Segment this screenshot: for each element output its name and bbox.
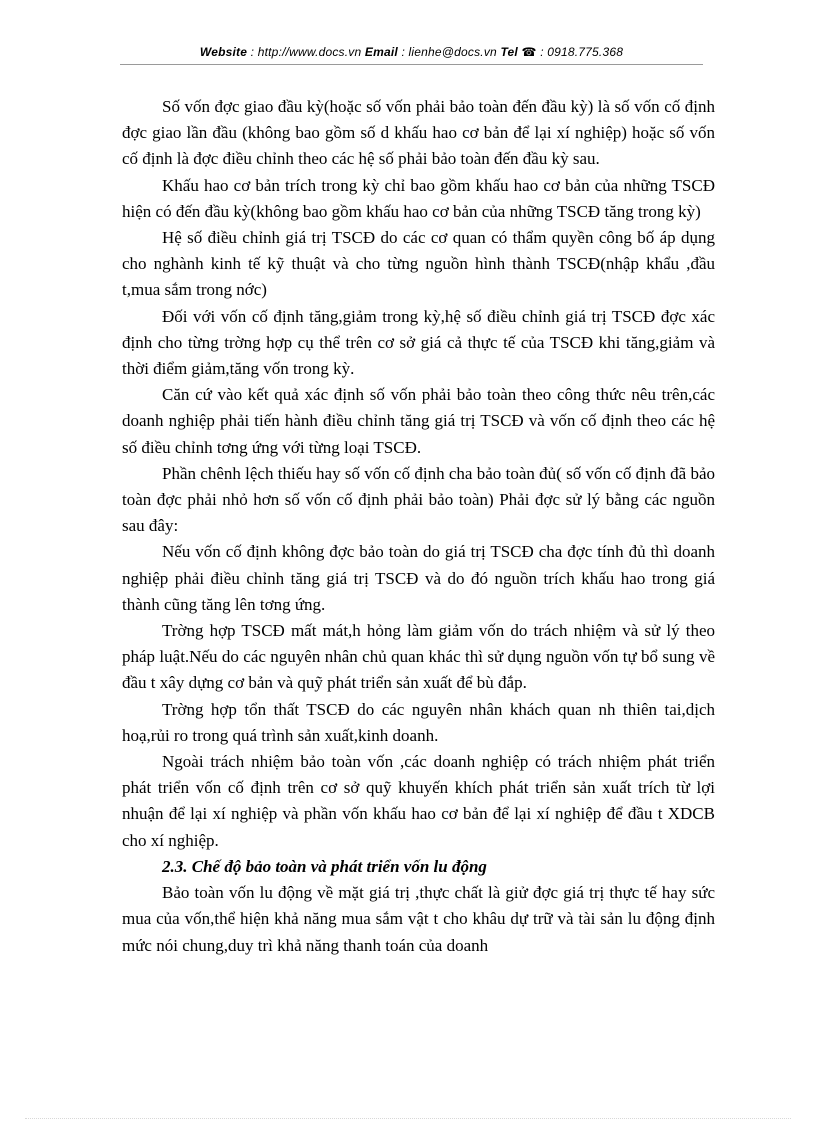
document-body (122, 94, 715, 959)
paragraph: Số vốn đợc giao đầu kỳ(hoặc số vốn phải bảo toàn đến đầu kỳ) là số vốn cố định đợc giao lần đầu (không bao gồm số d khấu hao cơ bản để lại xí nghiệp) hoặc số vốn cố định là đợc điều chỉnh theo các hệ số phải bảo toàn đến đầu kỳ sau. (122, 97, 715, 169)
email-separator: : (397, 45, 409, 59)
email-label: Email (364, 45, 398, 59)
paragraph: Nếu vốn cố định không đợc bảo toàn do giá trị TSCĐ cha đợc tính đủ thì doanh nghiệp phải điều chỉnh tăng giá trị TSCĐ và do đó nguồn trích khấu hao trong giá thành cũng tăng lên tơng ứng. (122, 542, 715, 614)
paragraph: Ngoài trách nhiệm bảo toàn vốn ,các doanh nghiệp có trách nhiệm phát triển phát triển vốn cố định trên cơ sở quỹ khuyến khích phát triển sản xuất trích từ lợi nhuận để lại xí nghiệp và phần vốn khấu hao cơ bản để lại xí nghiệp để đầu t XDCB cho xí nghiệp. (122, 752, 715, 850)
tel-separator: : (536, 45, 548, 59)
tel-value: 0918.775.368 (547, 45, 624, 59)
website-label: Website (199, 45, 248, 59)
section-heading: 2.3. Chế độ bảo toàn và phát triển vốn lu động (162, 856, 487, 876)
paragraph: Trờng hợp tổn thất TSCĐ do các nguyên nhân khách quan nh thiên tai,dịch hoạ,rủi ro trong quá trình sản xuất,kinh doanh. (122, 699, 715, 745)
paragraph: Hệ số điều chỉnh giá trị TSCĐ do các cơ quan có thẩm quyền công bố áp dụng cho nghành kinh tế kỹ thuật và cho từng nguồn hình thành TSCĐ(nhập khẩu ,đầu t,mua sắm trong nớc) (122, 228, 715, 300)
phone-icon: ☎ (521, 45, 537, 59)
paragraph: Căn cứ vào kết quả xác định số vốn phải bảo toàn theo công thức nêu trên,các doanh nghiệp phải tiến hành điều chỉnh tăng giá trị TSCĐ và vốn cố định theo các hệ số điều chỉnh tơng ứng với từng loại TSCĐ. (122, 385, 715, 457)
paragraph: Trờng hợp TSCĐ mất mát,h hỏng làm giảm vốn do trách nhiệm và sử lý theo pháp luật.Nếu do các nguyên nhân chủ quan khác thì sử dụng nguồn vốn tự bổ sung về đầu t xây dựng cơ bản và quỹ phát triển sản xuất để bù đắp. (122, 621, 715, 693)
email-value: lienhe@docs.vn (408, 45, 497, 59)
paragraph: Khấu hao cơ bản trích trong kỳ chỉ bao gồm khấu hao cơ bản của những TSCĐ hiện có đến đầu kỳ(không bao gồm khấu hao cơ bản của những TSCĐ tăng trong kỳ) (122, 175, 715, 221)
tel-label: Tel (500, 45, 518, 59)
paragraph: Đối với vốn cố định tăng,giảm trong kỳ,hệ số điều chỉnh giá trị TSCĐ đợc xác định cho từng trờng hợp cụ thể trên cơ sở giá cả thực tế của TSCĐ khi tăng,giảm và thời điểm giảm,tăng vốn trong kỳ. (122, 306, 715, 379)
website-separator: : (247, 45, 258, 59)
paragraph: Phần chênh lệch thiếu hay số vốn cố định cha bảo toàn đủ( số vốn cố định đã bảo toàn đợc phải nhỏ hơn số vốn cố định phải bảo toàn) Phải đợc sử lý bằng các nguồn sau đây: (122, 463, 715, 536)
footer-divider (25, 1118, 791, 1119)
paragraph: Bảo toàn vốn lu động về mặt giá trị ,thực chất là giử đợc giá trị thực tế hay sức mua của vốn,thể hiện khả năng mua sắm vật t cho khâu dự trữ và tài sản lu động định mức nói chung,duy trì khả năng thanh toán của doanh (122, 883, 715, 955)
header-divider (120, 64, 703, 65)
website-url: http://www.docs.vn (257, 45, 362, 59)
page-header (120, 45, 703, 59)
